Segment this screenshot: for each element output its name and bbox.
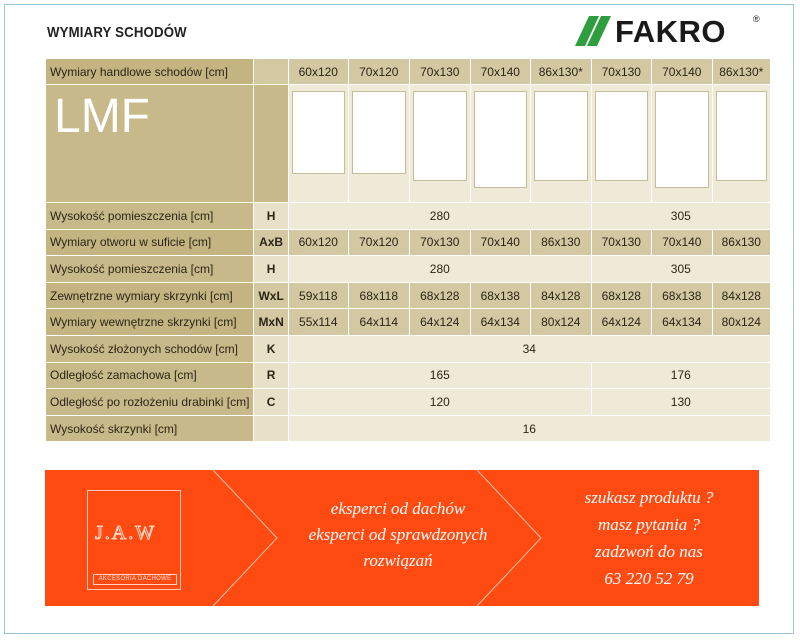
value-cell: 59x118 (288, 282, 348, 309)
value-cell: 68x138 (651, 282, 712, 309)
table-row (46, 362, 771, 389)
row-symbol: AxB (254, 229, 288, 256)
size-header: 60x120 (288, 59, 348, 85)
table-row (46, 335, 771, 362)
fakro-logo-text: FAKRO (615, 14, 726, 49)
value-cell: 68x128 (409, 282, 470, 309)
hatch-illustration (712, 85, 770, 203)
value-cell: 34 (288, 335, 770, 362)
value-cell: 68x138 (470, 282, 530, 309)
row-label: Wysokość złożonych schodów [cm] (46, 335, 254, 362)
value-cell: 68x118 (348, 282, 409, 309)
value-cell: 84x128 (530, 282, 591, 309)
slogan-line: eksperci od sprawdzonych (308, 525, 488, 544)
hatch-illustration (470, 85, 530, 203)
value-cell: 130 (591, 389, 770, 416)
size-header: 70x120 (348, 59, 409, 85)
row-label: Wysokość pomieszczenia [cm] (46, 256, 254, 283)
table-row (46, 282, 771, 309)
table-row (46, 389, 771, 416)
row-label: Wysokość pomieszczenia [cm] (46, 203, 254, 230)
row-label: Wymiary wewnętrzne skrzynki [cm] (46, 309, 254, 336)
value-cell: 280 (288, 256, 591, 283)
value-cell: 305 (591, 256, 770, 283)
table-row (46, 229, 771, 256)
row-symbol (254, 415, 288, 442)
value-cell: 70x130 (409, 229, 470, 256)
contact-line: zadzwoń do nas (595, 542, 703, 561)
jaw-banner (45, 470, 759, 606)
hatch-illustration (348, 85, 409, 203)
table-row (46, 203, 771, 230)
value-cell: 70x120 (348, 229, 409, 256)
banner-slogan (273, 496, 523, 574)
model-symbol-cell (254, 85, 288, 203)
size-header: 70x140 (651, 59, 712, 85)
header-symbol (254, 59, 288, 85)
value-cell: 80x124 (530, 309, 591, 336)
contact-line: masz pytania ? (598, 515, 700, 534)
value-cell: 305 (591, 203, 770, 230)
fakro-logo (575, 14, 765, 50)
row-symbol: H (254, 203, 288, 230)
size-header: 70x130 (409, 59, 470, 85)
value-cell: 70x130 (591, 229, 651, 256)
value-cell: 86x130 (712, 229, 770, 256)
value-cell: 64x114 (348, 309, 409, 336)
value-cell: 60x120 (288, 229, 348, 256)
jaw-logo-text: J.A.W (95, 522, 157, 544)
header-row (46, 59, 771, 85)
contact-phone: 63 220 52 79 (604, 569, 694, 588)
row-label: Odległość zamachowa [cm] (46, 362, 254, 389)
row-symbol: H (254, 256, 288, 283)
row-symbol: WxL (254, 282, 288, 309)
value-cell: 84x128 (712, 282, 770, 309)
value-cell: 64x124 (409, 309, 470, 336)
banner-contact (539, 484, 759, 592)
value-cell: 176 (591, 362, 770, 389)
size-header: 70x140 (470, 59, 530, 85)
row-symbol: C (254, 389, 288, 416)
value-cell: 64x124 (591, 309, 651, 336)
page-title: WYMIARY SCHODÓW (47, 24, 187, 41)
contact-line: szukasz produktu ? (584, 488, 714, 507)
hatch-illustration (530, 85, 591, 203)
table-row (46, 256, 771, 283)
size-header: 86x130* (530, 59, 591, 85)
value-cell: 64x134 (470, 309, 530, 336)
jaw-logo-subtext: AKCESORIA DACHOWE (93, 574, 177, 585)
value-cell: 120 (288, 389, 591, 416)
value-cell: 64x134 (651, 309, 712, 336)
row-symbol: R (254, 362, 288, 389)
value-cell: 70x140 (651, 229, 712, 256)
row-label: Zewnętrzne wymiary skrzynki [cm] (46, 282, 254, 309)
model-row (46, 85, 771, 203)
hatch-illustration (409, 85, 470, 203)
row-label: Wymiary otworu w suficie [cm] (46, 229, 254, 256)
fakro-logo-mark-icon (575, 16, 611, 46)
size-header: 86x130* (712, 59, 770, 85)
table-row (46, 415, 771, 442)
table-row (46, 309, 771, 336)
value-cell: 165 (288, 362, 591, 389)
slogan-line: eksperci od dachów (330, 499, 466, 518)
value-cell: 86x130 (530, 229, 591, 256)
hatch-illustration (288, 85, 348, 203)
value-cell: 55x114 (288, 309, 348, 336)
value-cell: 280 (288, 203, 591, 230)
size-header: 70x130 (591, 59, 651, 85)
stairs-dimensions-table (45, 58, 771, 442)
value-cell: 68x128 (591, 282, 651, 309)
registered-mark: ® (753, 14, 760, 24)
hatch-illustration (591, 85, 651, 203)
model-name: LMF (46, 85, 254, 203)
row-label: Wysokość skrzynki [cm] (46, 415, 254, 442)
hatch-illustration (651, 85, 712, 203)
row-label: Odległość po rozłożeniu drabinki [cm] (46, 389, 254, 416)
value-cell: 70x140 (470, 229, 530, 256)
row-symbol: MxN (254, 309, 288, 336)
row-symbol: K (254, 335, 288, 362)
header-label: Wymiary handlowe schodów [cm] (46, 59, 254, 85)
value-cell: 80x124 (712, 309, 770, 336)
slogan-line: rozwiązań (363, 551, 433, 570)
value-cell: 16 (288, 415, 770, 442)
